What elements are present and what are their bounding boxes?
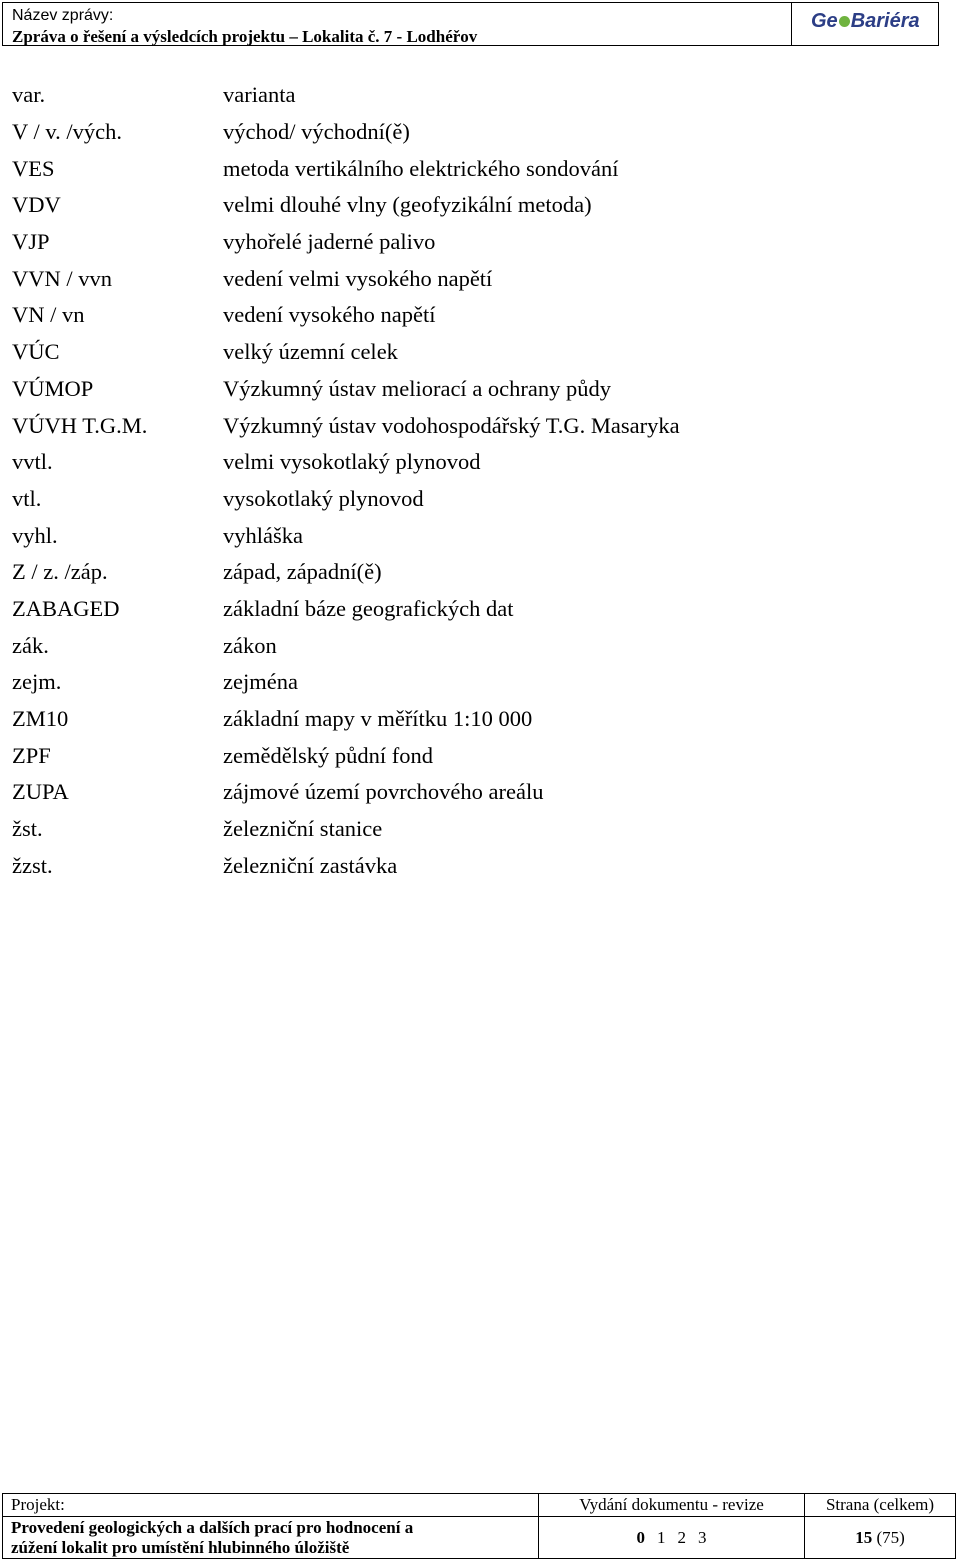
abbreviation-definition: Výzkumný ústav meliorací a ochrany půdy — [223, 375, 612, 401]
abbreviation-term: vtl. — [12, 485, 42, 511]
abbreviation-row — [12, 737, 912, 774]
abbreviation-row — [12, 554, 912, 591]
abbreviation-term: vyhl. — [12, 522, 58, 548]
abbreviation-row — [12, 334, 912, 371]
abbreviation-term: var. — [12, 82, 46, 108]
abbreviation-definition: železniční zastávka — [223, 852, 398, 878]
page-number-cell — [805, 1517, 956, 1559]
page-total: (75) — [876, 1527, 905, 1547]
abbreviation-definition: zájmové území povrchového areálu — [223, 779, 544, 805]
revision-number: 3 — [698, 1527, 707, 1547]
page-label: Strana (celkem) — [805, 1494, 956, 1517]
header-divider — [791, 3, 792, 45]
abbreviation-term: zejm. — [12, 669, 62, 695]
logo-text-left: Ge — [811, 10, 838, 32]
report-title: Zpráva o řešení a výsledcích projektu – Lokalita č. 7 - Lodhéřov — [12, 27, 478, 46]
abbreviation-definition: základní báze geografických dat — [223, 595, 514, 621]
abbreviation-definition: zemědělský půdní fond — [223, 742, 433, 768]
abbreviation-definition: velmi vysokotlaký plynovod — [223, 449, 481, 475]
abbreviation-term: Z / z. /záp. — [12, 559, 108, 585]
abbreviation-term: žst. — [12, 816, 43, 842]
revision-number: 0 — [636, 1527, 645, 1547]
abbreviation-term: ZABAGED — [12, 595, 120, 621]
abbreviation-list — [12, 77, 912, 884]
document-header — [2, 2, 939, 46]
abbreviation-row — [12, 811, 912, 848]
abbreviation-definition: zákon — [223, 632, 277, 658]
abbreviation-term: VJP — [12, 229, 50, 255]
abbreviation-definition: vedení vysokého napětí — [223, 302, 436, 328]
page-number: 15 — [855, 1527, 873, 1547]
abbreviation-term: ZUPA — [12, 779, 69, 805]
abbreviation-definition: železniční stanice — [223, 816, 383, 842]
abbreviation-term: VÚMOP — [12, 375, 94, 401]
project-name-line1: Provedení geologických a dalších prací pro hodnocení a — [11, 1517, 414, 1537]
abbreviation-row — [12, 260, 912, 297]
abbreviation-row — [12, 150, 912, 187]
revision-numbers — [539, 1517, 805, 1559]
abbreviation-row — [12, 77, 912, 114]
project-name — [3, 1517, 539, 1559]
abbreviation-row — [12, 627, 912, 664]
revision-number: 2 — [677, 1527, 686, 1547]
revision-list — [539, 1528, 804, 1548]
abbreviation-term: zák. — [12, 632, 49, 658]
logo-dot-icon — [839, 16, 850, 27]
abbreviation-row — [12, 114, 912, 151]
abbreviation-definition: vysokotlaký plynovod — [223, 485, 424, 511]
abbreviation-definition: západ, západní(ě) — [223, 559, 382, 585]
abbreviation-row — [12, 481, 912, 518]
abbreviation-row — [12, 297, 912, 334]
revision-label: Vydání dokumentu - revize — [539, 1494, 805, 1517]
abbreviation-definition: velký územní celek — [223, 339, 398, 365]
abbreviation-term: VDV — [12, 192, 61, 218]
abbreviation-row — [12, 187, 912, 224]
abbreviation-definition: zejména — [223, 669, 298, 695]
abbreviation-term: vvtl. — [12, 449, 53, 475]
abbreviation-term: VVN / vvn — [12, 265, 112, 291]
abbreviation-row — [12, 591, 912, 628]
abbreviation-term: V / v. /vých. — [12, 119, 122, 145]
abbreviation-term: VES — [12, 155, 55, 181]
geobariera-logo — [811, 10, 920, 33]
document-footer — [2, 1493, 956, 1559]
abbreviation-definition: základní mapy v měřítku 1:10 000 — [223, 706, 533, 732]
project-label: Projekt: — [3, 1494, 539, 1517]
abbreviation-term: ZM10 — [12, 706, 69, 732]
abbreviation-term: ZPF — [12, 742, 51, 768]
abbreviation-row — [12, 407, 912, 444]
logo-text-right: Bariéra — [850, 10, 920, 32]
abbreviation-definition: vedení velmi vysokého napětí — [223, 265, 493, 291]
abbreviation-row — [12, 444, 912, 481]
abbreviation-row — [12, 664, 912, 701]
abbreviation-definition: velmi dlouhé vlny (geofyzikální metoda) — [223, 192, 592, 218]
revision-number: 1 — [657, 1527, 666, 1547]
abbreviation-row — [12, 224, 912, 261]
report-title-label: Název zprávy: — [12, 7, 114, 24]
abbreviation-definition: východ/ východní(ě) — [223, 119, 410, 145]
abbreviation-row — [12, 774, 912, 811]
abbreviation-definition: vyhořelé jaderné palivo — [223, 229, 436, 255]
abbreviation-row — [12, 847, 912, 884]
abbreviation-definition: vyhláška — [223, 522, 303, 548]
abbreviation-term: VÚVH T.G.M. — [12, 412, 148, 438]
abbreviation-definition: Výzkumný ústav vodohospodářský T.G. Masaryka — [223, 412, 680, 438]
project-name-line2: zúžení lokalit pro umístění hlubinného úložiště — [11, 1537, 350, 1557]
abbreviation-term: VÚC — [12, 339, 60, 365]
abbreviation-definition: metoda vertikálního elektrického sondování — [223, 155, 619, 181]
abbreviation-row — [12, 517, 912, 554]
abbreviation-row — [12, 701, 912, 738]
abbreviation-row — [12, 371, 912, 408]
abbreviation-term: VN / vn — [12, 302, 85, 328]
abbreviation-definition: varianta — [223, 82, 296, 108]
abbreviation-term: žzst. — [12, 852, 53, 878]
